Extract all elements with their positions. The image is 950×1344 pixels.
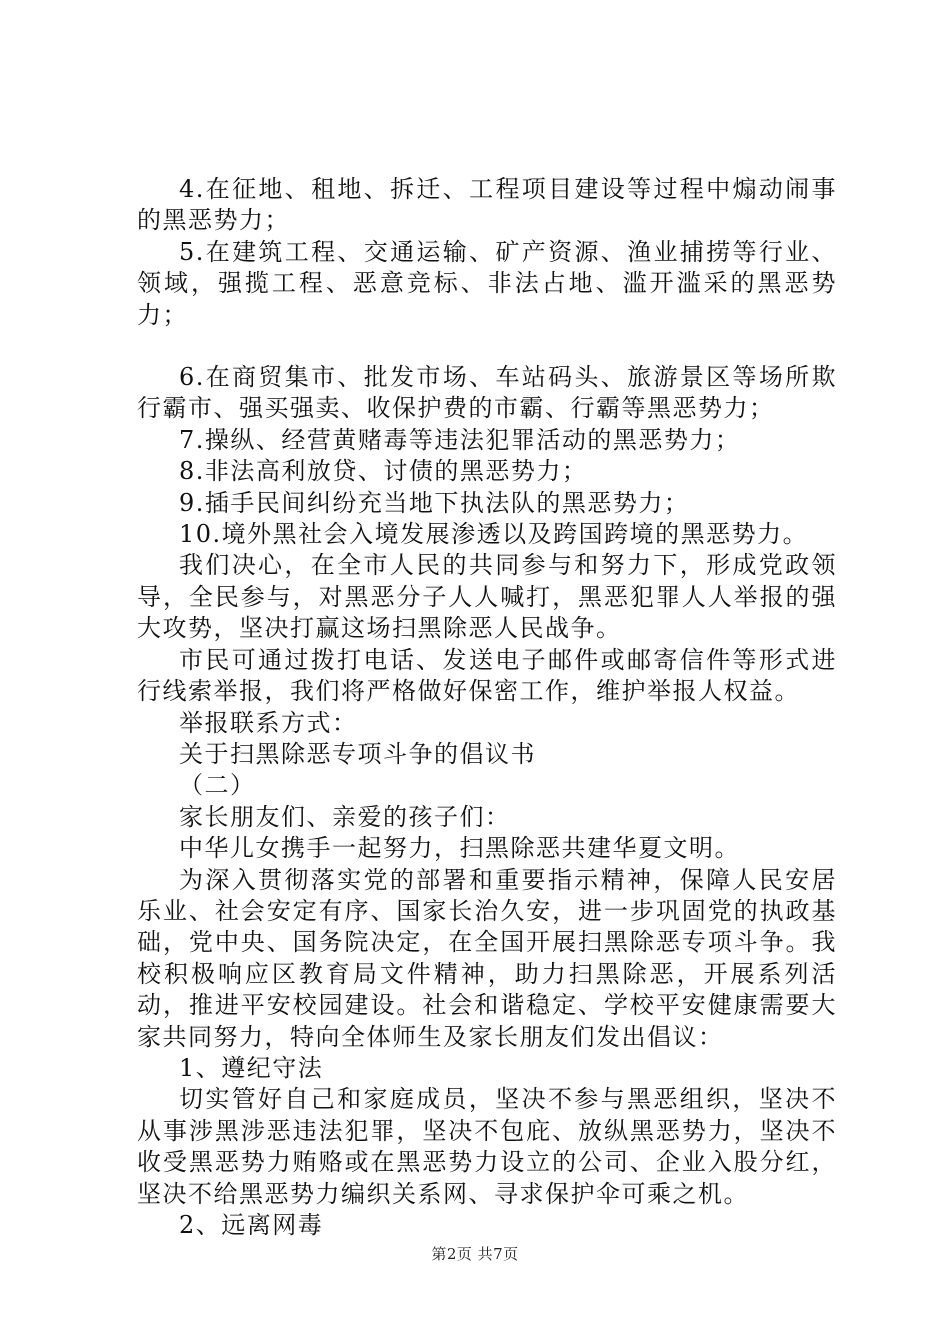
section-title: 关于扫黑除恶专项斗争的倡议书 [179, 739, 536, 768]
paragraph-item-8: 8.非法高利放贷、讨债的黑恶势力； [179, 457, 588, 486]
document-body [137, 174, 837, 1241]
paragraph-item-9: 9.插手民间纠纷充当地下执法队的黑恶势力； [179, 488, 690, 517]
paragraph-resolution: 我们决心，在全市人民的共同参与和努力下，形成党政领导，全民参与，对黑恶分子人人喊打，黑恶犯罪人人举报的强大攻势，坚决打赢这场扫黑除恶人民战争。 [137, 551, 837, 643]
section-number: （二） [179, 771, 256, 800]
paragraph-contact-label: 举报联系方式： [179, 708, 358, 737]
paragraph-slogan: 中华儿女携手一起努力，扫黑除恶共建华夏文明。 [179, 834, 740, 863]
heading-law-abiding: 1、遵纪守法 [179, 1053, 324, 1082]
paragraph-item-10: 10.境外黑社会入境发展渗透以及跨国跨境的黑恶势力。 [179, 520, 809, 549]
heading-stay-away: 2、远离网毒 [179, 1211, 324, 1239]
paragraph-item-5: 5.在建筑工程、交通运输、矿产资源、渔业捕捞等行业、领域，强揽工程、恶意竞标、非法占地、滥开滥采的黑恶势力； [137, 237, 837, 329]
paragraph-item-7: 7.操纵、经营黄赌毒等违法犯罪活动的黑恶势力； [179, 425, 741, 454]
page-number: 第2页 共7页 [431, 1245, 519, 1263]
salutation: 家长朋友们、亲爱的孩子们： [179, 802, 511, 831]
paragraph-item-4: 4.在征地、租地、拆迁、工程项目建设等过程中煽动闹事的黑恶势力； [137, 175, 837, 235]
paragraph-law-abiding: 切实管好自己和家庭成员，坚决不参与黑恶组织，坚决不从事涉黑涉恶违法犯罪，坚决不包庇、放纵黑恶势力，坚决不收受黑恶势力贿赂或在黑恶势力设立的公司、企业入股分红，坚决不给黑恶势力编织关系网、寻求保护伞可乘之机。 [137, 1085, 837, 1208]
paragraph-report-methods: 市民可通过拨打电话、发送电子邮件或邮寄信件等形式进行线索举报，我们将严格做好保密工作，维护举报人权益。 [137, 645, 837, 706]
paragraph-intro: 为深入贯彻落实党的部署和重要指示精神，保障人民安居乐业、社会安定有序、国家长治久安，进一步巩固党的执政基础，党中央、国务院决定，在全国开展扫黑除恶专项斗争。我校积极响应区教育局文件精神，助力扫黑除恶，开展系列活动，推进平安校园建设。社会和谐稳定、学校平安健康需要大家共同努力，特向全体师生及家长朋友们发出倡议： [137, 865, 837, 1051]
paragraph-item-6: 6.在商贸集市、批发市场、车站码头、旅游景区等场所欺行霸市、强买强卖、收保护费的市霸、行霸等黑恶势力； [137, 363, 837, 423]
